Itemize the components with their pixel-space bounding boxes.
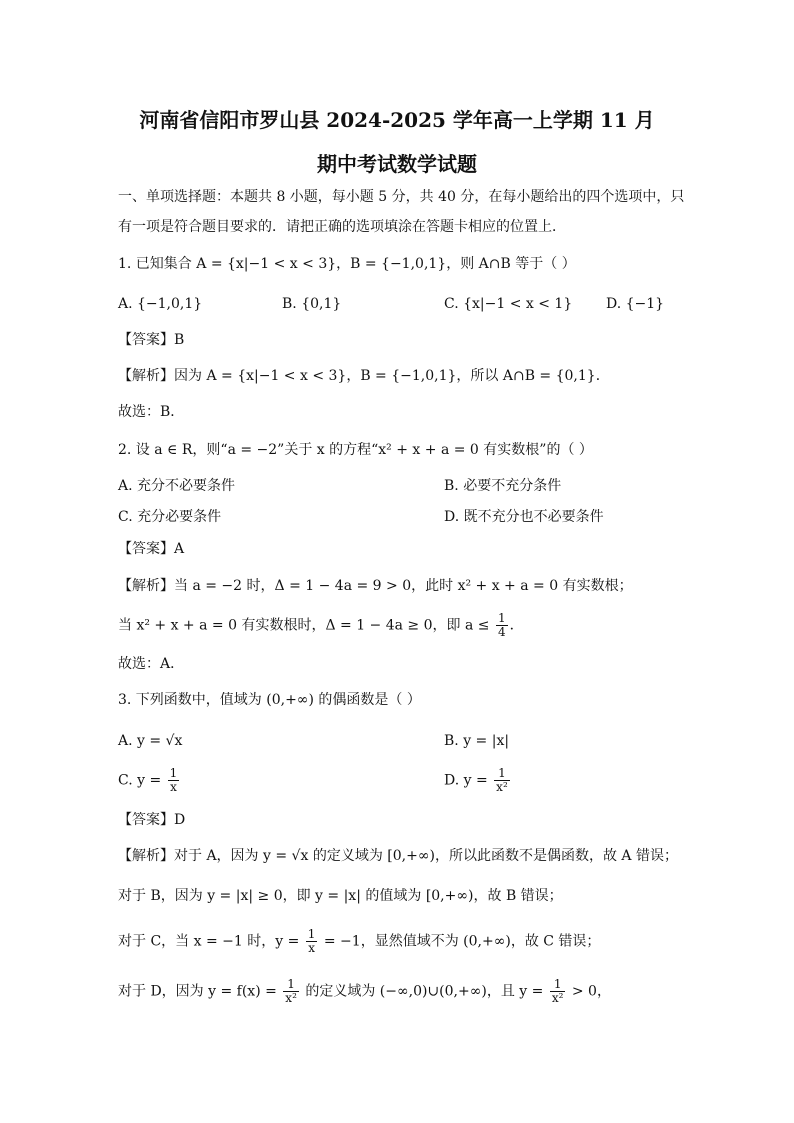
q3-analysis-c <box>118 928 678 955</box>
q1-option-b: B. {0,1} <box>282 296 342 312</box>
q3-analysis-d-fraction2 <box>550 978 566 1005</box>
q3-option-d-denominator: x² <box>496 780 508 794</box>
q3-option-c-denominator: x <box>170 780 177 794</box>
q2-fraction-denominator: 4 <box>497 625 506 639</box>
q3-analysis-d-mid: 的定义域为 (−∞,0)∪(0,+∞)，且 y = <box>300 983 548 1000</box>
q3-analysis-c-post: = −1，显然值域不为 (0,+∞)，故 C 错误； <box>319 933 601 950</box>
q2-analysis2-pre: 当 x² + x + a = 0 有实数根时，Δ = 1 − 4a ≥ 0，即 a ≤ <box>118 617 494 634</box>
q2-conclusion: 故选：A． <box>118 656 185 672</box>
q3-option-b: B. y = |x| <box>444 733 510 749</box>
q3-option-d <box>444 767 512 794</box>
q2-analysis2-post: ． <box>509 617 524 634</box>
q3-analysis-c-numerator: 1 <box>307 927 316 941</box>
q3-answer: 【答案】D <box>118 812 186 828</box>
q2-option-b: B. 必要不充分条件 <box>444 478 562 494</box>
q2-option-d: D. 既不充分也不必要条件 <box>444 509 604 525</box>
q3-analysis-b: 对于 B，因为 y = |x| ≥ 0，即 y = |x| 的值域为 [0,+∞)，故 B 错误； <box>118 888 563 904</box>
q3-option-c-pre: C. y = <box>118 772 166 789</box>
q1-option-d: D. {−1} <box>606 296 665 312</box>
page-title-line1: 河南省信阳市罗山县 2024-2025 学年高一上学期 11 月 <box>139 108 655 132</box>
q3-analysis-c-pre: 对于 C，当 x = −1 时，y = <box>118 933 304 950</box>
q3-analysis-d-pre: 对于 D，因为 y = f(x) = <box>118 983 282 1000</box>
page-title-line2: 期中考试数学试题 <box>317 152 477 176</box>
q3-option-d-fraction <box>494 767 510 794</box>
q1-option-a: A. {−1,0,1} <box>118 296 203 312</box>
q3-analysis-a: 【解析】对于 A，因为 y = √x 的定义域为 [0,+∞)，所以此函数不是偶函数，故 A 错误； <box>118 848 678 864</box>
q3-option-a: A. y = √x <box>118 733 183 749</box>
q2-analysis-line2 <box>118 612 678 639</box>
section-instruction-line1: 一、单项选择题：本题共 8 小题，每小题 5 分，共 40 分，在每小题给出的四个选项中，只 <box>118 189 685 205</box>
section-instruction-line2: 有一项是符合题目要求的．请把正确的选项填涂在答题卡相应的位置上． <box>118 219 566 235</box>
q1-option-c: C. {x|−1 < x < 1} <box>444 296 573 312</box>
q3-analysis-d <box>118 978 678 1005</box>
q3-analysis-d-numerator1: 1 <box>283 978 299 992</box>
q3-analysis-d-denominator1: x² <box>285 991 297 1005</box>
q3-analysis-d-fraction1 <box>283 978 299 1005</box>
q1-conclusion: 故选：B． <box>118 404 185 420</box>
q1-answer: 【答案】B <box>118 332 185 348</box>
q3-analysis-d-numerator2: 1 <box>550 978 566 992</box>
q2-analysis-line1: 【解析】当 a = −2 时，Δ = 1 − 4a = 9 > 0，此时 x² + x + a = 0 有实数根； <box>118 578 633 594</box>
q1-stem: 1. 已知集合 A = {x|−1 < x < 3}，B = {−1,0,1}，则 A∩B 等于（ ） <box>118 256 576 272</box>
q3-option-c-fraction <box>168 767 180 794</box>
q3-option-c-numerator: 1 <box>169 766 178 780</box>
q3-option-c <box>118 767 181 794</box>
q3-analysis-c-fraction <box>306 928 318 955</box>
q2-answer: 【答案】A <box>118 541 185 557</box>
q3-analysis-d-post: > 0， <box>567 983 611 1000</box>
q3-analysis-c-denominator: x <box>308 941 315 955</box>
q1-analysis: 【解析】因为 A = {x|−1 < x < 3}，B = {−1,0,1}，所以 A∩B = {0,1}． <box>118 368 610 384</box>
q2-fraction-numerator: 1 <box>497 611 506 625</box>
q2-fraction <box>496 612 508 639</box>
q2-option-a: A. 充分不必要条件 <box>118 478 236 494</box>
q3-option-d-pre: D. y = <box>444 772 493 789</box>
q3-option-d-numerator: 1 <box>494 767 510 781</box>
q2-option-c: C. 充分必要条件 <box>118 509 222 525</box>
q3-stem: 3. 下列函数中，值域为 (0,+∞) 的偶函数是（ ） <box>118 692 421 708</box>
q2-stem: 2. 设 a ∈ R，则“a = −2”关于 x 的方程“x² + x + a = 0 有实数根”的（ ） <box>118 442 593 458</box>
q3-analysis-d-denominator2: x² <box>551 991 564 1005</box>
